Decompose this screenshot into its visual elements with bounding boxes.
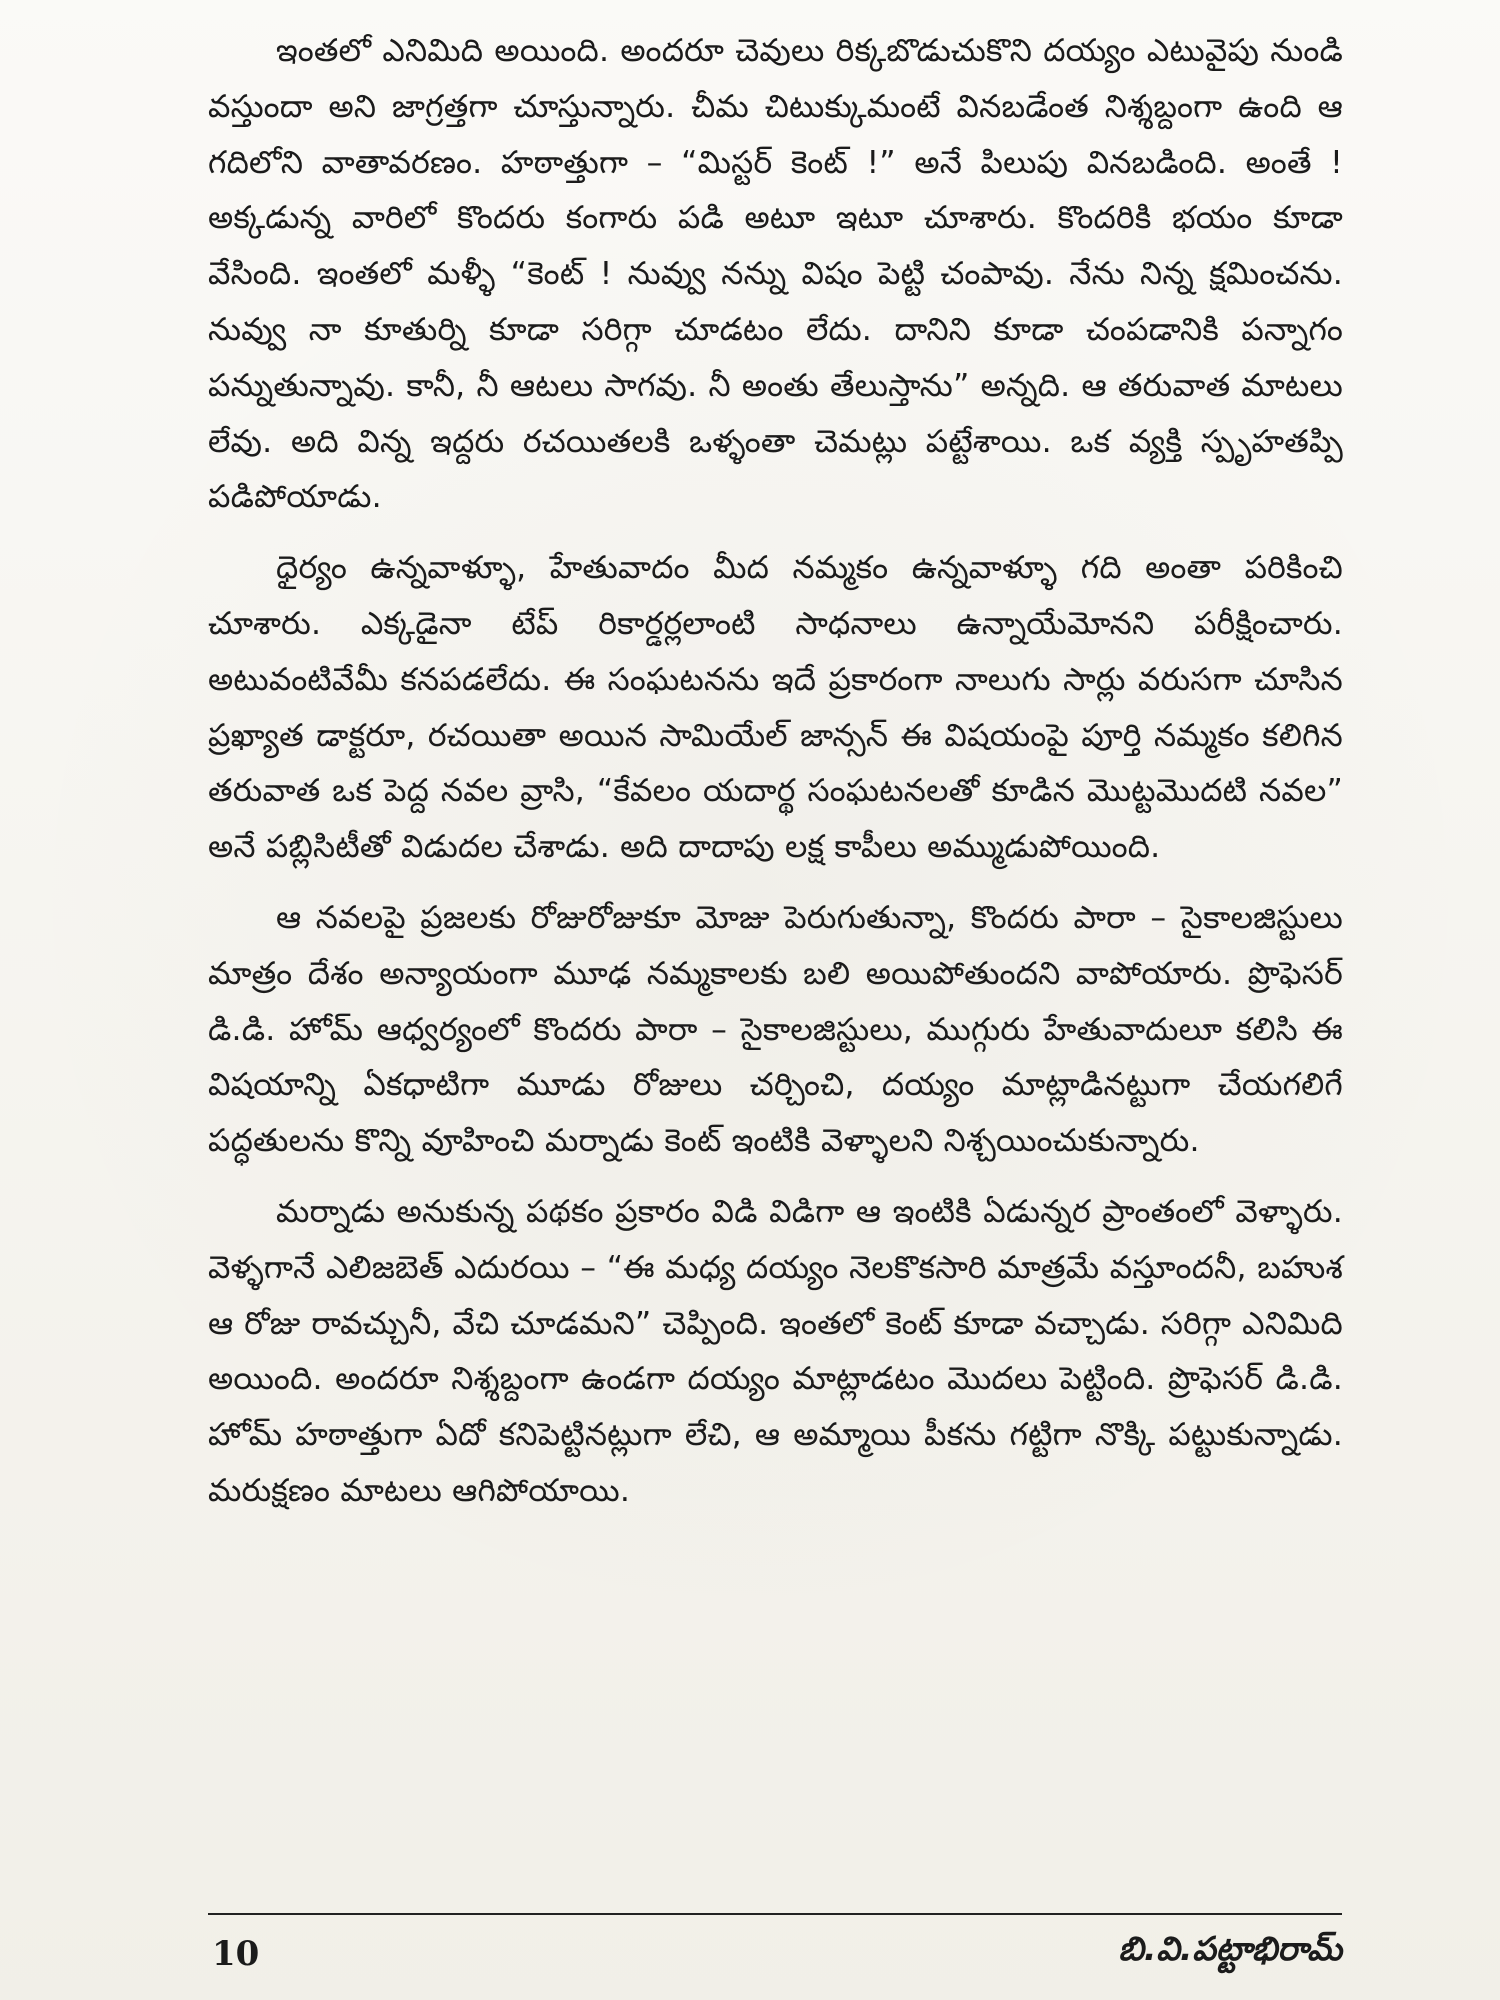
page-number: 10 — [212, 1934, 260, 1974]
paragraph-3: ఆ నవలపై ప్రజలకు రోజురోజుకూ మోజు పెరుగుతున్నా, కొందరు పారా – సైకాలజిస్టులు మాత్రం దేశం అన్యాయంగా మూఢ నమ్మకాలకు బలి అయిపోతుందని వాపోయారు. ప్రొఫెసర్ డి.డి. హోమ్ ఆధ్వర్యంలో కొందరు పారా – సైకాలజిస్టులు, ముగ్గురు హేతువాదులూ కలిసి ఈ విషయాన్ని ఏకధాటిగా మూడు రోజులు చర్చించి, దయ్యం మాట్లాడినట్టుగా చేయగలిగే పద్ధతులను కొన్ని వూహించి మర్నాడు కెంట్ ఇంటికి వెళ్ళాలని నిశ్చయించుకున్నారు. — [208, 899, 1343, 1160]
footer-author: బి.వి.పట్టాభిరామ్ — [1118, 1929, 1342, 1968]
footer-divider — [208, 1913, 1342, 1915]
paragraph-4: మర్నాడు అనుకున్న పథకం ప్రకారం విడి విడిగా ఆ ఇంటికి ఏడున్నర ప్రాంతంలో వెళ్ళారు. వెళ్ళగానే ఎలిజబెత్ ఎదురయి – “ఈ మధ్య దయ్యం నెలకొకసారి మాత్రమే వస్తూందనీ, బహుశ ఆ రోజు రావచ్చునీ, వేచి చూడమని” చెప్పింది. ఇంతలో కెంట్ కూడా వచ్చాడు. సరిగ్గా ఎనిమిది అయింది. అందరూ నిశ్శబ్దంగా ఉండగా దయ్యం మాట్లాడటం మొదలు పెట్టింది. ప్రొఫెసర్ డి.డి. హోమ్ హఠాత్తుగా ఏదో కనిపెట్టినట్లుగా లేచి, ఆ అమ్మాయి పీకను గట్టిగా నొక్కి పట్టుకున్నాడు. మరుక్షణం మాటలు ఆగిపోయాయి. — [208, 1193, 1343, 1509]
paragraph-1: ఇంతలో ఎనిమిది అయింది. అందరూ చెవులు రిక్కబొడుచుకొని దయ్యం ఎటువైపు నుండి వస్తుందా అని జాగ్రత్తగా చూస్తున్నారు. చీమ చిటుక్కుమంటే వినబడేంత నిశ్శబ్దంగా ఉంది ఆ గదిలోని వాతావరణం. హఠాత్తుగా – “మిస్టర్ కెంట్ !” అనే పిలుపు వినబడింది. అంతే ! అక్కడున్న వారిలో కొందరు కంగారు పడి అటూ ఇటూ చూశారు. కొందరికి భయం కూడా వేసింది. ఇంతలో మళ్ళీ “కెంట్ ! నువ్వు నన్ను విషం పెట్టి చంపావు. నేను నిన్న క్షమించను. నువ్వు నా కూతుర్ని కూడా సరిగ్గా చూడటం లేదు. దానిని కూడా చంపడానికి పన్నాగం పన్నుతున్నావు. కానీ, నీ ఆటలు సాగవు. నీ అంతు తేలుస్తాను” అన్నది. ఆ తరువాత మాటలు లేవు. అది విన్న ఇద్దరు రచయితలకి ఒళ్ళంతా చెమట్లు పట్టేశాయి. ఒక వ్యక్తి స్పృహతప్పి పడిపోయాడు. — [208, 33, 1343, 516]
body-text — [208, 24, 1343, 1520]
paragraph-2: ధైర్యం ఉన్నవాళ్ళూ, హేతువాదం మీద నమ్మకం ఉన్నవాళ్ళూ గది అంతా పరికించి చూశారు. ఎక్కడైనా టేప్ రికార్డర్లలాంటి సాధనాలు ఉన్నాయేమోనని పరీక్షించారు. అటువంటివేమీ కనపడలేదు. ఈ సంఘటనను ఇదే ప్రకారంగా నాలుగు సార్లు వరుసగా చూసిన ప్రఖ్యాత డాక్టరూ, రచయితా అయిన సామియేల్ జాన్సన్ ఈ విషయంపై పూర్తి నమ్మకం కలిగిన తరువాత ఒక పెద్ద నవల వ్రాసి, “కేవలం యదార్థ సంఘటనలతో కూడిన మొట్టమొదటి నవల” అనే పబ్లిసిటీతో విడుదల చేశాడు. అది దాదాపు లక్ష కాపీలు అమ్ముడుపోయింది. — [208, 550, 1343, 866]
